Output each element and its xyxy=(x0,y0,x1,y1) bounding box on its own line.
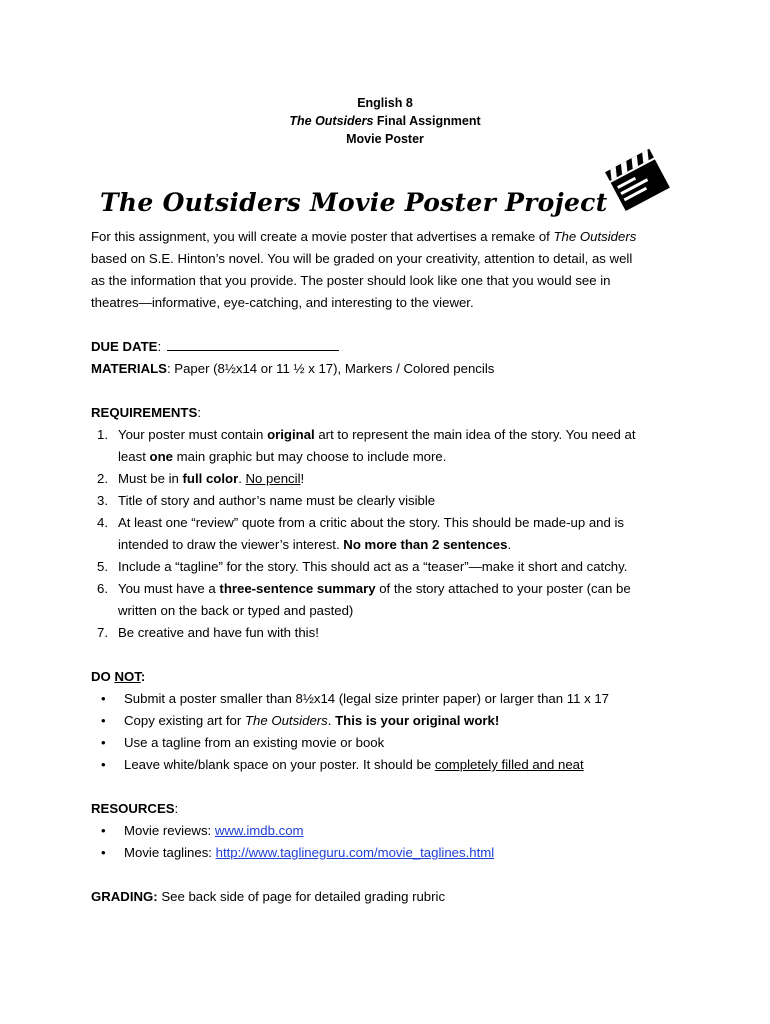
list-item: 1. Your poster must contain original art to represent the main idea of the story. You need at least one main graphic but may choose to include more. xyxy=(97,427,636,464)
list-item: 6. You must have a three-sentence summary of the story attached to your poster (can be written on the back or typed and pasted) xyxy=(97,581,631,618)
list-item: • Use a tagline from an existing movie or book xyxy=(101,735,385,750)
spacer xyxy=(91,644,681,666)
due-date-blank[interactable] xyxy=(167,338,339,351)
course-name: English 8 xyxy=(357,96,413,110)
spacer xyxy=(91,864,681,886)
imdb-link[interactable]: www.imdb.com xyxy=(214,823,304,838)
clapperboard-icon xyxy=(604,146,670,212)
due-date-line: DUE DATE: xyxy=(91,336,681,358)
intro-line: theatres—informative, eye-catching, and interesting to the viewer. xyxy=(91,295,474,310)
intro-line: based on S.E. Hinton’s novel. You will be graded on your creativity, attention to detail, as well xyxy=(91,251,633,266)
intro-line: For this assignment, you will create a movie poster that advertises a remake of The Outsiders xyxy=(91,229,637,244)
list-item: 2. Must be in full color. No pencil! xyxy=(97,471,305,486)
list-item: 4. At least one “review” quote from a critic about the story. This should be made-up and is intended to draw the viewer’s interest. No more than 2 sentences. xyxy=(97,515,625,552)
requirements-list xyxy=(91,424,681,644)
spacer xyxy=(91,380,681,402)
do-not-heading: DO NOT: xyxy=(91,669,146,684)
spacer xyxy=(91,776,681,798)
resources-heading: RESOURCES: xyxy=(91,801,179,816)
list-item: • Submit a poster smaller than 8½x14 (legal size printer paper) or larger than 11 x 17 xyxy=(101,691,610,706)
list-item: 3. Title of story and author’s name must be clearly visible xyxy=(97,493,436,508)
assignment-type: Movie Poster xyxy=(346,132,424,146)
list-item: • Movie taglines: http://www.taglineguru.com/movie_taglines.html xyxy=(101,845,495,860)
assignment-body xyxy=(91,226,681,908)
spacer xyxy=(91,314,681,336)
do-not-list xyxy=(91,688,681,776)
grading-line: GRADING: See back side of page for detailed grading rubric xyxy=(91,889,446,904)
requirements-heading: REQUIREMENTS: xyxy=(91,405,201,420)
materials-line: MATERIALS: Paper (8½x14 or 11 ½ x 17), Markers / Colored pencils xyxy=(91,361,495,376)
list-item: 7. Be creative and have fun with this! xyxy=(97,625,319,640)
list-item: 5. Include a “tagline” for the story. This should act as a “teaser”—make it short and catchy. xyxy=(97,559,628,574)
document-header xyxy=(0,94,770,148)
list-item: • Copy existing art for The Outsiders. This is your original work! xyxy=(101,713,500,728)
list-item: • Movie reviews: www.imdb.com xyxy=(101,823,304,838)
resources-list xyxy=(91,820,681,864)
page-title: The Outsiders Movie Poster Project xyxy=(100,188,608,217)
taglineguru-link[interactable]: http://www.taglineguru.com/movie_taglines.html xyxy=(215,845,495,860)
assignment-title: The Outsiders Final Assignment xyxy=(289,114,481,128)
list-item: • Leave white/blank space on your poster. It should be completely filled and neat xyxy=(101,757,584,772)
intro-line: as the information that you provide. The poster should look like one that you would see in xyxy=(91,273,611,288)
